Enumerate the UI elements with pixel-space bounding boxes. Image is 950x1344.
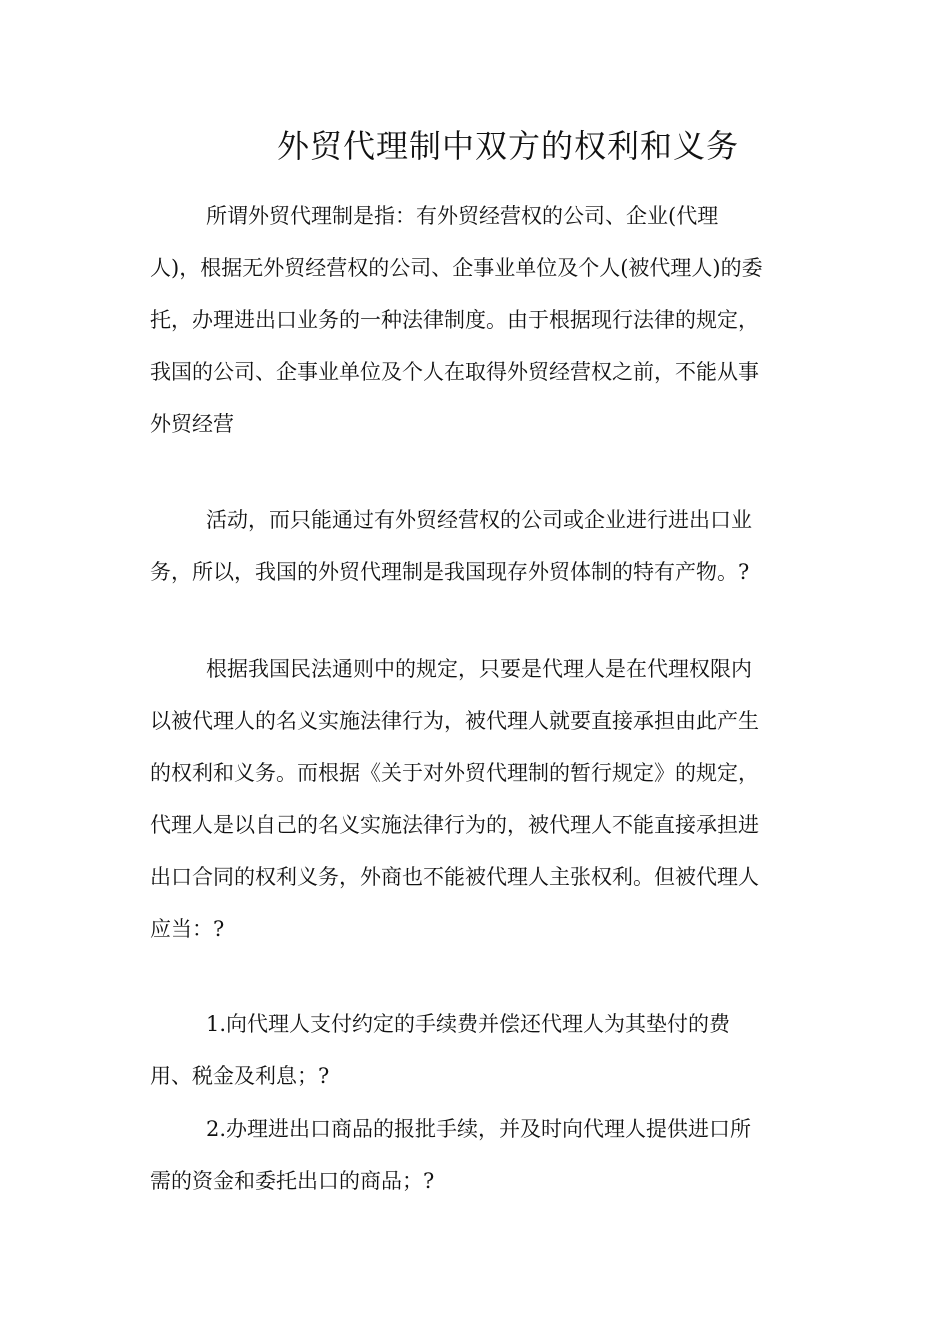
paragraph-line: 我国的公司、企事业单位及个人在取得外贸经营权之前，不能从事 — [150, 360, 759, 384]
paragraph-line: 务，所以，我国的外贸代理制是我国现存外贸体制的特有产物。? — [150, 560, 750, 584]
paragraph-line: 活动，而只能通过有外贸经营权的公司或企业进行进出口业 — [206, 508, 752, 532]
paragraph-line: 外贸经营 — [150, 412, 234, 436]
list-item-1 — [150, 998, 810, 1102]
paragraph-line: 2.办理进出口商品的报批手续，并及时向代理人提供进口所 — [206, 1117, 752, 1141]
list-item-2 — [150, 1103, 810, 1207]
document-title: 外贸代理制中双方的权利和义务 — [276, 127, 739, 165]
paragraph-line: 所谓外贸代理制是指：有外贸经营权的公司、企业(代理 — [206, 204, 719, 228]
paragraph-line: 1.向代理人支付约定的手续费并偿还代理人为其垫付的费 — [206, 1012, 731, 1036]
paragraph-line: 托，办理进出口业务的一种法律制度。由于根据现行法律的规定， — [150, 308, 759, 332]
paragraph-line: 以被代理人的名义实施法律行为，被代理人就要直接承担由此产生 — [150, 709, 759, 733]
paragraph-line: 需的资金和委托出口的商品；? — [150, 1169, 435, 1193]
paragraph-line: 用、税金及利息；? — [150, 1064, 330, 1088]
paragraph-line: 根据我国民法通则中的规定，只要是代理人是在代理权限内 — [206, 657, 752, 681]
paragraph-line: 人)，根据无外贸经营权的公司、企事业单位及个人(被代理人)的委 — [150, 256, 763, 280]
paragraph-line: 的权利和义务。而根据《关于对外贸代理制的暂行规定》的规定， — [150, 761, 759, 785]
paragraph-2 — [150, 494, 810, 598]
paragraph-line: 代理人是以自己的名义实施法律行为的，被代理人不能直接承担进 — [150, 813, 759, 837]
paragraph-3 — [150, 643, 810, 955]
paragraph-line: 应当：? — [150, 917, 225, 941]
paragraph-line: 出口合同的权利义务，外商也不能被代理人主张权利。但被代理人 — [150, 865, 759, 889]
paragraph-1 — [150, 190, 810, 450]
